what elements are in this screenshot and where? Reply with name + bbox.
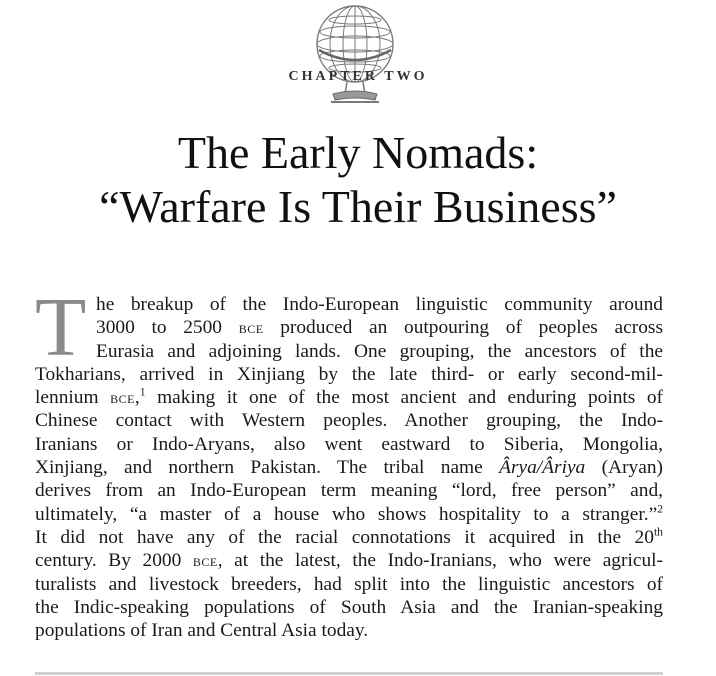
paragraph-line: century. By 2000 bce, at the latest, the Indo-Iranians, who were agricul- bbox=[35, 550, 663, 572]
title-line-1: The Early Nomads: bbox=[177, 127, 539, 178]
globe-ornament bbox=[305, 2, 405, 110]
paragraph-line: he breakup of the Indo-European linguistic community around bbox=[96, 294, 663, 315]
title-line-2: “Warfare Is Their Business” bbox=[99, 181, 617, 232]
paragraph-line: Iranians or Indo-Aryans, also went eastward to Siberia, Mongolia, bbox=[35, 433, 663, 455]
chapter-label: CHAPTER TWO bbox=[288, 69, 428, 84]
paragraph-line: the Indic-speaking populations of South Asia and the Iranian-speaking bbox=[35, 596, 663, 618]
paragraph-line: Chinese contact with Western peoples. Another grouping, the Indo- bbox=[35, 410, 663, 432]
paragraph-line: Tokharians, arrived in Xinjiang by the late third- or early second-mil- bbox=[35, 363, 663, 385]
paragraph-line: populations of Iran and Central Asia today. bbox=[35, 620, 369, 642]
paragraph-line: ultimately, “a master of a house who shows hospitality to a stranger.”$^2$ bbox=[35, 502, 663, 525]
cut-off-text-line bbox=[35, 662, 663, 676]
paragraph-line: turalists and livestock breeders, had split into the linguistic ancestors of bbox=[35, 573, 663, 595]
footnote-ref: 2 bbox=[657, 502, 663, 516]
paragraph-line: Xinjiang, and northern Pakistan. The tribal name Ârya/Âriya (Aryan) bbox=[35, 457, 663, 479]
paragraph-line: 3000 to 2500 bce produced an outpouring of peoples across bbox=[96, 317, 663, 339]
paragraph-line: It did not have any of the racial connotations it acquired in the 20th bbox=[35, 525, 663, 548]
paragraph-line: Eurasia and adjoining lands. One grouping, the ancestors of the bbox=[96, 340, 663, 362]
paragraph-line: lennium bce,$^1$ making it one of the most ancient and enduring points of bbox=[35, 385, 664, 409]
drop-cap: T bbox=[35, 281, 87, 374]
chapter-title bbox=[0, 126, 716, 234]
body-paragraph bbox=[35, 293, 663, 642]
footnote-ref: 1 bbox=[139, 385, 146, 399]
paragraph-line: derives from an Indo-European term meaning “lord, free person” and, bbox=[35, 480, 663, 502]
